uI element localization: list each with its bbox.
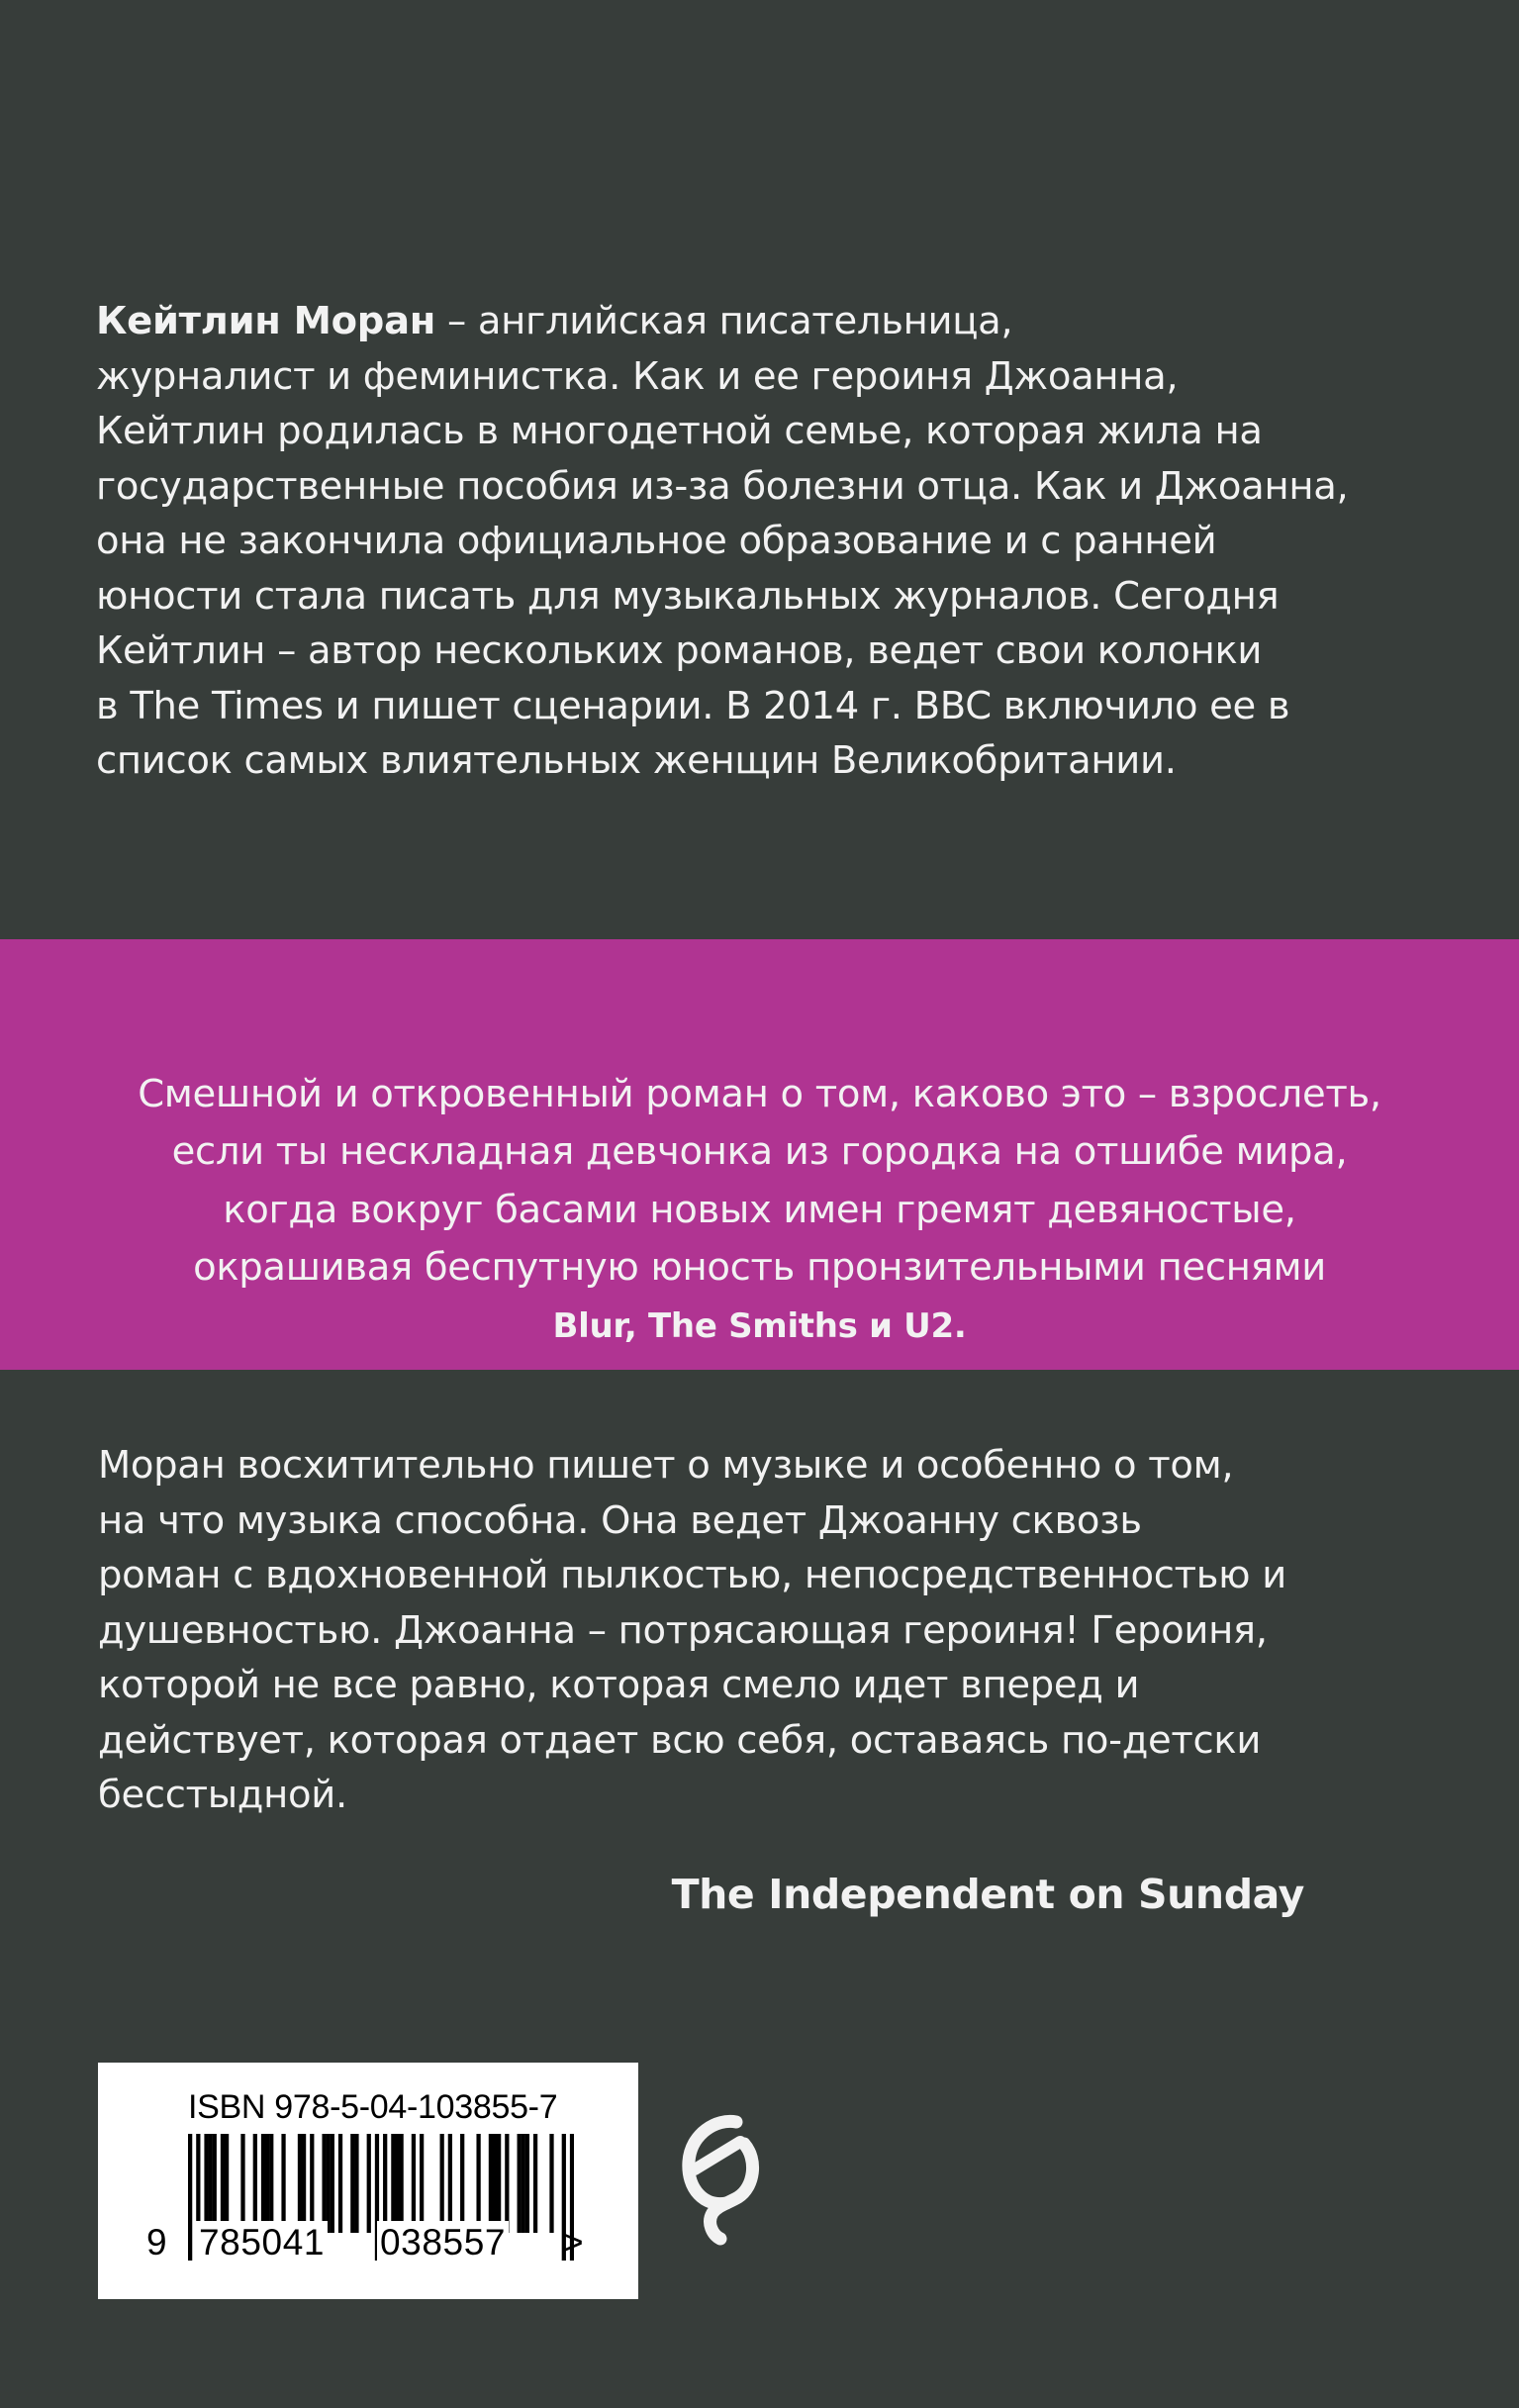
barcode-bar xyxy=(448,2134,452,2233)
barcode-bar xyxy=(298,2134,302,2233)
barcode-bar xyxy=(331,2134,334,2233)
barcode-bar xyxy=(505,2134,509,2233)
author-bio xyxy=(96,294,1363,789)
barcode-bar xyxy=(549,2134,553,2233)
barcode-bar xyxy=(253,2134,257,2233)
blurb-text: Смешной и откровенный роман о том, каково это – взрослеть, если ты нескладная девчонка из городка на отшибе мира, когда вокруг басами новых имен гремят девяностые, окрашивая беспутную юность пронзительными песнями xyxy=(138,1071,1381,1290)
author-name: Кейтлин Моран xyxy=(96,299,436,343)
barcode-bar xyxy=(221,2134,225,2233)
barcode-bar xyxy=(440,2134,444,2233)
barcode-bar xyxy=(209,2134,213,2233)
barcode-bar xyxy=(310,2134,314,2233)
barcode-bar xyxy=(391,2134,395,2233)
author-bio-text: – английская писательница, журналист и феминистка. Как и ее героиня Джоанна, Кейтлин родилась в многодетной семье, которая жила на государственные пособия из-за болезни отца. Как и Джоанна, она не закончила официальное образование и с ранней юности стала писать для музыкальных журналов. Сегодня Кейтлин – автор нескольких романов, ведет свои колонки в The Times и пишет сценарии. В 2014 г. BBC включило ее в список самых влиятельных женщин Великобритании. xyxy=(96,299,1349,783)
review-quote: Моран восхитительно пишет о музыке и особенно о том, на что музыка способна. Она ведет Джоанну сквозь роман с вдохновенной пылкостью, непосредственностью и душевностью. Джоанна – потрясающая героиня! Героиня, которой не все равно, которая смело идет вперед и действует, которая отдает всю себя, оставаясь по-детски бесстыдной. xyxy=(98,1443,1286,1817)
ean-lead-digit: 9 xyxy=(146,2222,167,2263)
ean-group-left: 785041 xyxy=(196,2221,328,2264)
barcode-bar xyxy=(281,2134,285,2233)
barcode-bar xyxy=(204,2134,208,2233)
barcode-bar xyxy=(497,2134,501,2233)
barcode-bar xyxy=(460,2134,464,2233)
isbn-label: ISBN 978-5-04-103855-7 xyxy=(188,2088,558,2126)
barcode-box xyxy=(98,2063,638,2299)
review-source: The Independent on Sunday xyxy=(671,1871,1304,1918)
barcode-bar xyxy=(518,2134,522,2233)
barcode-bar xyxy=(338,2134,342,2233)
blurb-bands: Blur, The Smiths и U2. xyxy=(552,1305,967,1346)
ean-digits xyxy=(143,2221,628,2270)
barcode-bar xyxy=(302,2134,306,2233)
eksmo-e-logo-icon xyxy=(675,2104,764,2253)
barcode-bar xyxy=(420,2134,424,2233)
ean-group-right: 038557 xyxy=(377,2221,509,2264)
barcode-bar xyxy=(399,2134,403,2233)
barcode-bar xyxy=(327,2134,331,2233)
barcode-bar xyxy=(350,2134,354,2233)
barcode-bar xyxy=(261,2134,265,2233)
barcode-bar xyxy=(493,2134,497,2233)
ean-quiet-zone-marker: > xyxy=(562,2222,584,2263)
barcode-bar xyxy=(525,2134,529,2233)
barcode-bar xyxy=(395,2134,399,2233)
barcode-bar xyxy=(533,2134,537,2233)
barcode-bar xyxy=(225,2134,229,2233)
blurb xyxy=(0,1008,1519,1412)
barcode-bar xyxy=(265,2134,269,2233)
barcode-bar xyxy=(522,2134,525,2233)
barcode-bar xyxy=(367,2134,371,2233)
barcode-bar xyxy=(269,2134,273,2233)
barcode-bar xyxy=(412,2134,416,2233)
barcode-bar xyxy=(213,2134,217,2233)
barcode-bar xyxy=(322,2134,326,2233)
barcode-bar xyxy=(489,2134,493,2233)
barcode-bar xyxy=(354,2134,358,2233)
barcode-bar xyxy=(476,2134,480,2233)
barcode-bar xyxy=(240,2134,244,2233)
